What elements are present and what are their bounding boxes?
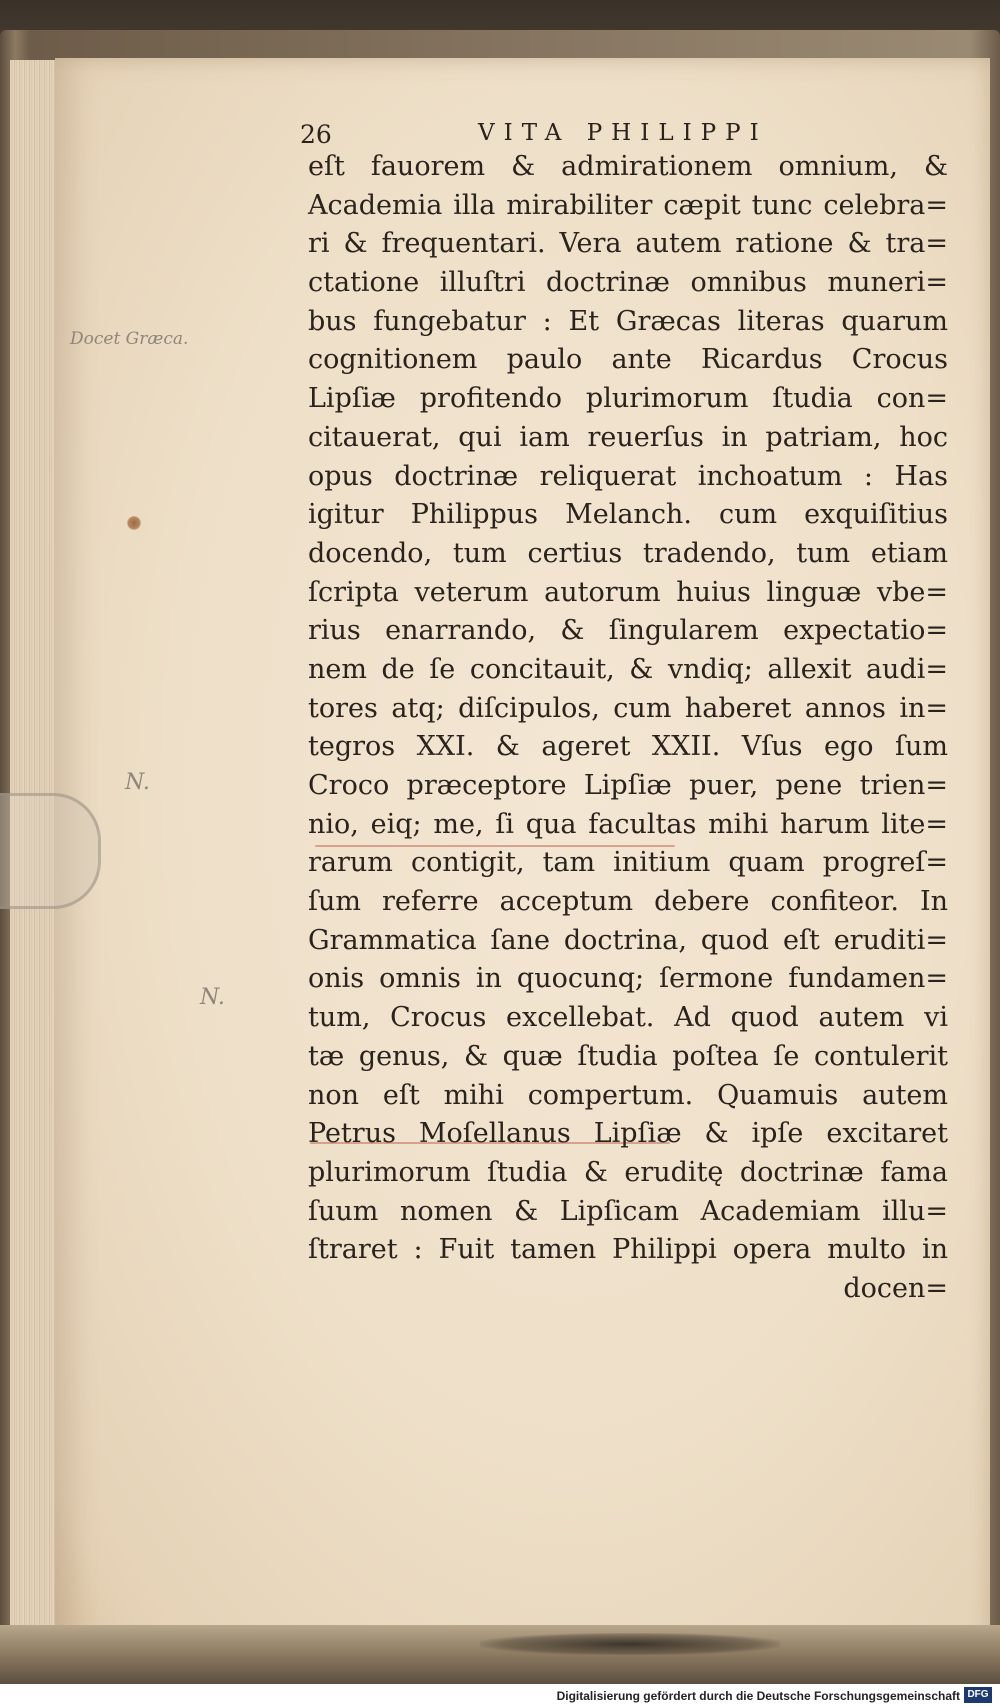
text-line: ſcripta veterum autorum huius linguæ vbe= xyxy=(308,576,948,608)
text-line: tegros XXI. & ageret XXII. Vſus ego ſum xyxy=(308,731,948,763)
running-head: VITA PHILIPPI xyxy=(478,120,768,146)
text-line: ſuum nomen & Lipſicam Academiam illu= xyxy=(308,1195,948,1227)
text-line: opus doctrinæ reliquerat inchoatum : Has xyxy=(308,460,948,492)
text-line: nio, eiq; me, ſi qua facultas mihi harum lite= xyxy=(308,808,948,840)
text-line: cognitionem paulo ante Ricardus Crocus xyxy=(308,344,948,376)
funding-credit: Digitalisierung gefördert durch die Deutsche Forschungsgemeinschaft xyxy=(556,1689,960,1703)
text-line: Croco præceptore Lipſiæ puer, pene trien= xyxy=(308,770,948,801)
text-line: igitur Philippus Melanch. cum exquiſitius xyxy=(308,499,948,531)
text-line: ſtraret : Fuit tamen Philippi opera multo in xyxy=(308,1234,948,1266)
margin-note-nota: N. xyxy=(200,985,225,1010)
dfg-logo: DFG xyxy=(964,1687,992,1703)
catchword: docen= xyxy=(843,1272,948,1304)
margin-note-greek: Docet Græca. xyxy=(70,329,189,349)
text-line: eſt fauorem & admirationem omnium, & xyxy=(308,151,948,182)
text-line: tum, Crocus excellebat. Ad quod autem vi xyxy=(308,1002,948,1034)
body-text xyxy=(308,148,948,1309)
text-line: Academia illa mirabiliter cæpit tunc celebra= xyxy=(308,189,948,221)
text-line: Petrus Moſellanus Lipſiæ & ipſe excitaret xyxy=(308,1118,948,1150)
text-line: ctatione illuſtri doctrinæ omnibus muneri= xyxy=(308,267,948,299)
text-line: rius enarrando, & ſingularem expectatio= xyxy=(308,615,948,647)
text-line: nem de ſe concitauit, & vndiq; allexit audi= xyxy=(308,653,948,685)
digitization-footer xyxy=(0,1684,1000,1707)
text-line: onis omnis in quocunq; ſermone fundamen= xyxy=(308,963,948,995)
text-line: non eſt mihi compertum. Quamuis autem xyxy=(308,1079,948,1111)
text-line: ſum referre acceptum debere confiteor. In xyxy=(308,886,948,918)
text-line: ri & frequentari. Vera autem ratione & tra= xyxy=(308,228,948,260)
text-line: Lipſiæ profitendo plurimorum ſtudia con= xyxy=(308,383,948,415)
text-line: tores atq; diſcipulos, cum haberet annos in= xyxy=(308,692,948,724)
text-line: citauerat, qui iam reuerſus in patriam, hoc xyxy=(308,421,948,453)
text-line: docendo, tum certius tradendo, tum etiam xyxy=(308,537,948,569)
text-line: Grammatica ſane doctrina, quod eſt eruditi= xyxy=(308,924,948,956)
ink-spot xyxy=(127,516,141,530)
page-number: 26 xyxy=(300,120,332,149)
text-line: bus fungebatur : Et Græcas literas quarum xyxy=(308,305,948,337)
page-clip xyxy=(0,793,101,909)
text-line: tæ genus, & quæ ſtudia poſtea ſe contulerit xyxy=(308,1040,948,1072)
text-line: plurimorum ſtudia & eruditę doctrinæ fama xyxy=(308,1156,948,1188)
text-line: rarum contigit, tam initium quam progreſ= xyxy=(308,847,948,879)
margin-note-nota: N. xyxy=(125,770,150,795)
